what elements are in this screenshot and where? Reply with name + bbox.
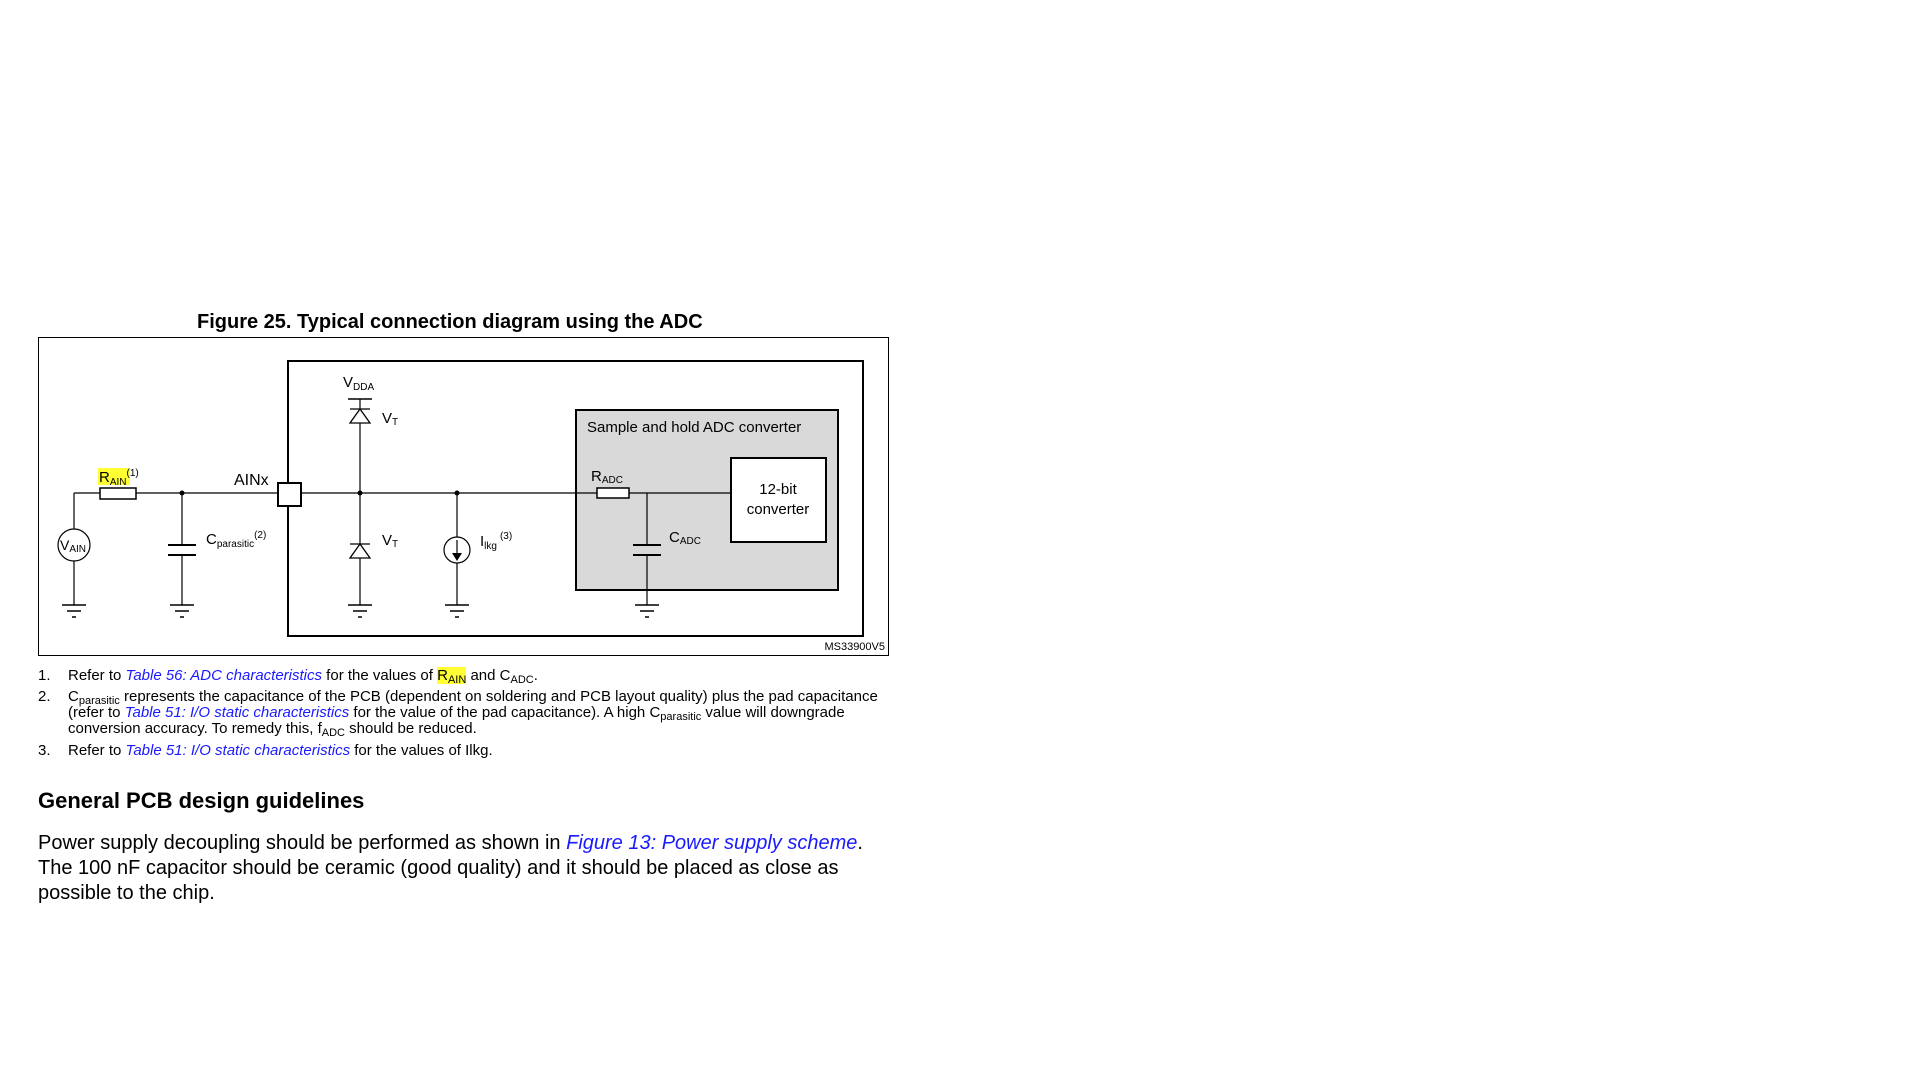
section-heading: General PCB design guidelines: [38, 788, 365, 813]
vdda-label: $V_{DDA}$: [343, 374, 375, 393]
table51-link[interactable]: Table 51: I/O static characteristics: [124, 704, 350, 721]
cparasitic-label: $C_{parasitic}^{(2)}$: [206, 530, 267, 550]
ground-symbol: [62, 605, 86, 617]
note-number: 1.: [38, 667, 51, 684]
junction-dot: [455, 491, 460, 496]
ground-symbol: [635, 605, 659, 617]
vt-upper-label: VT: [382, 410, 399, 428]
ainx-pad: [278, 483, 301, 506]
adc-connection-diagram: [38, 337, 889, 656]
ground-symbol: [445, 605, 469, 617]
radc-resistor: [597, 488, 629, 498]
rain-label: $R_{AIN}^{(1)}$: [99, 468, 139, 488]
ilkg-label: $I_{lkg}^{(3)}$: [480, 531, 513, 552]
note-number: 3.: [38, 742, 51, 759]
vt-lower-label: VT: [382, 532, 399, 550]
cadc-label: CADC: [669, 529, 701, 547]
note-number: 2.: [38, 688, 51, 705]
converter-label-line2: converter: [746, 501, 810, 518]
vain-label: VAIN: [60, 537, 87, 555]
note-2: 2. $C_{parasitic}$ represents the capacitance of the PCB (dependent on soldering and PCB layout quality) plus the pad capacitance (refer to Table 51: I/O static characteristics for the value of the pad capacitance). A high $C_{parasitic}$ value will downgrade conversion accuracy. To remedy this, $f_{ADC}$ should be reduced.: [38, 688, 878, 739]
rain-highlight-text: $R_{AIN}$: [437, 667, 467, 686]
sample-hold-title: Sample and hold ADC converter: [587, 419, 802, 436]
figure-title: Figure 25. Typical connection diagram using the ADC: [197, 311, 703, 333]
converter-label-line1: 12-bit: [759, 481, 797, 498]
rain-resistor: [100, 488, 136, 499]
table51-link[interactable]: Table 51: I/O static characteristics: [125, 742, 351, 759]
junction-dot: [358, 491, 363, 496]
note-3: 3. Refer to Table 51: I/O static characteristics for the values of Ilkg.: [38, 742, 493, 759]
figure-code: MS33900V5: [824, 641, 885, 653]
radc-label: RADC: [591, 468, 623, 486]
ground-symbol: [170, 605, 194, 617]
figure13-link[interactable]: Figure 13: Power supply scheme: [566, 832, 858, 854]
table56-link[interactable]: Table 56: ADC characteristics: [125, 667, 323, 684]
upper-diode: [350, 409, 370, 423]
ainx-label: AINx: [234, 472, 269, 489]
note-1: 1. Refer to Table 56: ADC characteristics for the values of $R_{AIN}$ and $C_{ADC}$.: [38, 667, 538, 686]
cparasitic-capacitor: [168, 545, 196, 555]
ground-symbol: [348, 605, 372, 617]
converter-block: [731, 458, 826, 542]
lower-diode: [350, 544, 370, 558]
figure-notes: [38, 667, 898, 764]
junction-dot: [180, 491, 185, 496]
section-paragraph: Power supply decoupling should be performed as shown in Figure 13: Power supply scheme. The 100 nF capacitor should be ceramic (good quality) and it should be placed as close as possible to the chip.: [38, 832, 863, 904]
